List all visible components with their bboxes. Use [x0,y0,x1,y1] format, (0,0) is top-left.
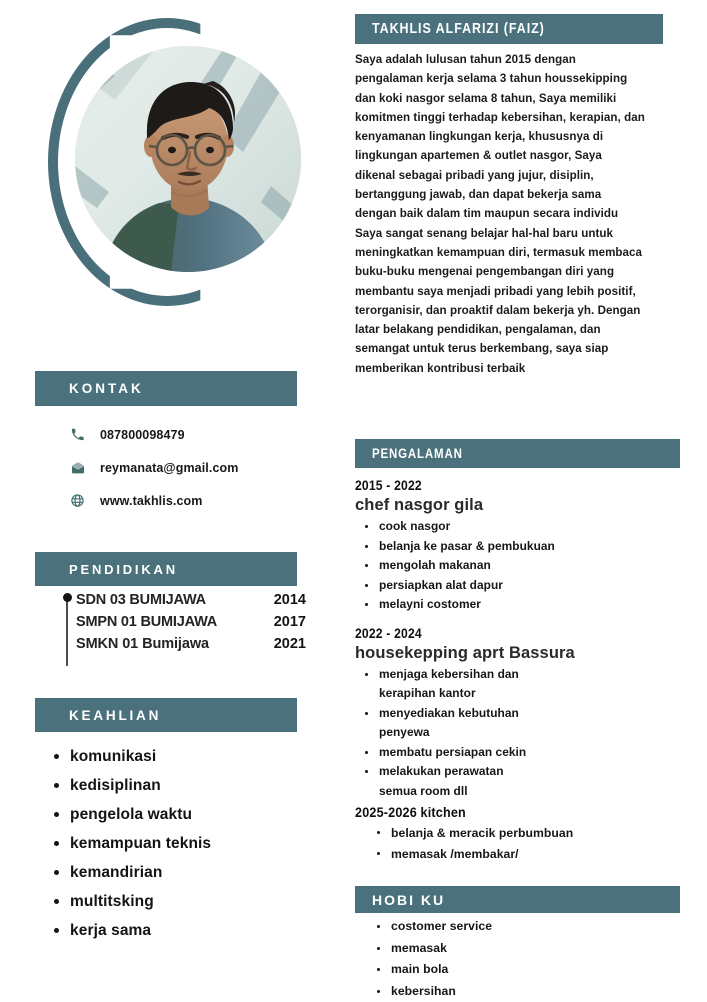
education-year: 2014 [274,592,306,608]
experience-date: 2025-2026 kitchen [355,803,661,822]
pendidikan-section-header [35,552,297,586]
list-item: kemandirian [70,858,330,887]
education-item [76,636,306,660]
list-item: main bola [391,959,691,981]
right-column [340,0,707,1000]
list-item [379,665,695,704]
list-item [379,537,695,557]
education-timeline-dot [63,593,72,602]
list-item: kerja sama [70,916,330,945]
duty-text: mengolah makanan [379,558,491,572]
experience-item [355,476,695,615]
experience-duties [355,665,695,802]
duty-text-cont: penyewa [379,723,695,743]
hobi-section-header [355,886,680,913]
summary-paragraph: Saya adalah lulusan tahun 2015 dengan pengalaman kerja selama 3 tahun houssekipping dan koki nasgor selama 8 tahun, Saya memiliki komitmen tinggi terhadap kebersihan, kerapian, dan kenyamanan lingkungan kerja, khususnya di lingkungan apartemen & outlet nasgor, Saya dikenal sebagai pribadi yang jujur, disiplin, bertanggung jawab, dan dapat bekerja sama dengan baik dalam tim maupun secara individu [355,50,645,224]
list-item: kemampuan teknis [70,829,330,858]
experience-duties [355,517,695,615]
globe-icon [70,493,100,508]
experience-date: 2015 - 2022 [355,476,661,495]
education-school: SMKN 01 Bumijawa [76,636,209,652]
education-timeline-line [66,598,68,666]
list-item: komunikasi [70,742,330,771]
email-icon [70,460,100,476]
contact-list [70,418,320,517]
education-school: SDN 03 BUMIJAWA [76,592,206,608]
duty-text: belanja & meracik perbumbuan [391,826,573,840]
duty-text: melakukan perawatan [379,764,504,778]
education-item [76,614,306,636]
experience-list [355,476,695,865]
education-list [66,592,306,660]
list-item [379,762,695,801]
education-year: 2017 [274,614,306,630]
list-item [379,704,695,743]
kontak-heading: KONTAK [69,381,144,396]
duty-text-cont: kerapihan kantor [379,684,695,704]
experience-item [355,803,695,865]
phone-value: 087800098479 [100,428,185,442]
list-item [391,823,695,844]
list-item: kebersihan [391,981,691,1002]
list-item [391,844,695,865]
contact-item-website[interactable] [70,484,320,517]
education-item [76,592,306,614]
education-school: SMPN 01 BUMIJAWA [76,614,217,630]
duty-text: menyediakan kebutuhan [379,706,519,720]
list-item [379,595,695,615]
website-value: www.takhlis.com [100,494,202,508]
pengalaman-section-header [355,439,680,468]
pengalaman-heading: PENGALAMAN [372,446,463,461]
list-item: costomer service [391,916,691,938]
experience-item [355,624,695,802]
summary-paragraph: Saya sangat senang belajar hal-hal baru untuk meningkatkan kemampuan diri, termasuk membaca buku-buku mengenai pengembangan diri yang membantu saya menjadi pribadi yang lebih positif, terorganisir, dan proaktif dalam bekerja yh. Dengan latar belakang pendidikan, pengalaman, dan semangat untuk terus berkembang, saya siap memberikan kontribusi terbaik [355,224,645,378]
hobi-heading: HOBI KU [372,892,445,908]
page-title: TAKHLIS ALFARIZI (FAIZ) [372,21,545,37]
list-item [379,517,695,537]
contact-item-email[interactable] [70,451,320,484]
duty-text: menjaga kebersihan dan [379,667,519,681]
list-item: pengelola waktu [70,800,330,829]
experience-title: housekepping aprt Bassura [355,643,695,664]
duty-text-cont: semua room dll [379,782,695,802]
profile-photo-frame [48,18,320,318]
kontak-section-header [35,371,297,406]
experience-duties [355,823,695,865]
list-item: multitsking [70,887,330,916]
left-column [0,0,340,1000]
duty-text: memasak /membakar/ [391,847,519,861]
duty-text: cook nasgor [379,519,450,533]
duty-text: belanja ke pasar & pembukuan [379,539,555,553]
education-year: 2021 [274,636,306,652]
experience-date: 2022 - 2024 [355,624,661,643]
list-item: kedisiplinan [70,771,330,800]
summary-section [355,50,645,378]
hobby-list [355,916,691,1002]
phone-icon [70,427,100,442]
duty-text: persiapkan alat dapur [379,578,503,592]
list-item [379,576,695,596]
list-item: memasak [391,938,691,960]
duty-text: melayni costomer [379,597,481,611]
keahlian-section-header [35,698,297,732]
duty-text: membatu persiapan cekin [379,745,526,759]
skills-list [46,742,330,945]
list-item [379,556,695,576]
avatar [75,46,301,272]
contact-item-phone[interactable] [70,418,320,451]
name-banner [355,14,663,44]
keahlian-heading: KEAHLIAN [69,708,161,723]
list-item [379,743,695,763]
email-value: reymanata@gmail.com [100,461,238,475]
pendidikan-heading: PENDIDIKAN [69,562,178,577]
experience-title: chef nasgor gila [355,495,695,516]
